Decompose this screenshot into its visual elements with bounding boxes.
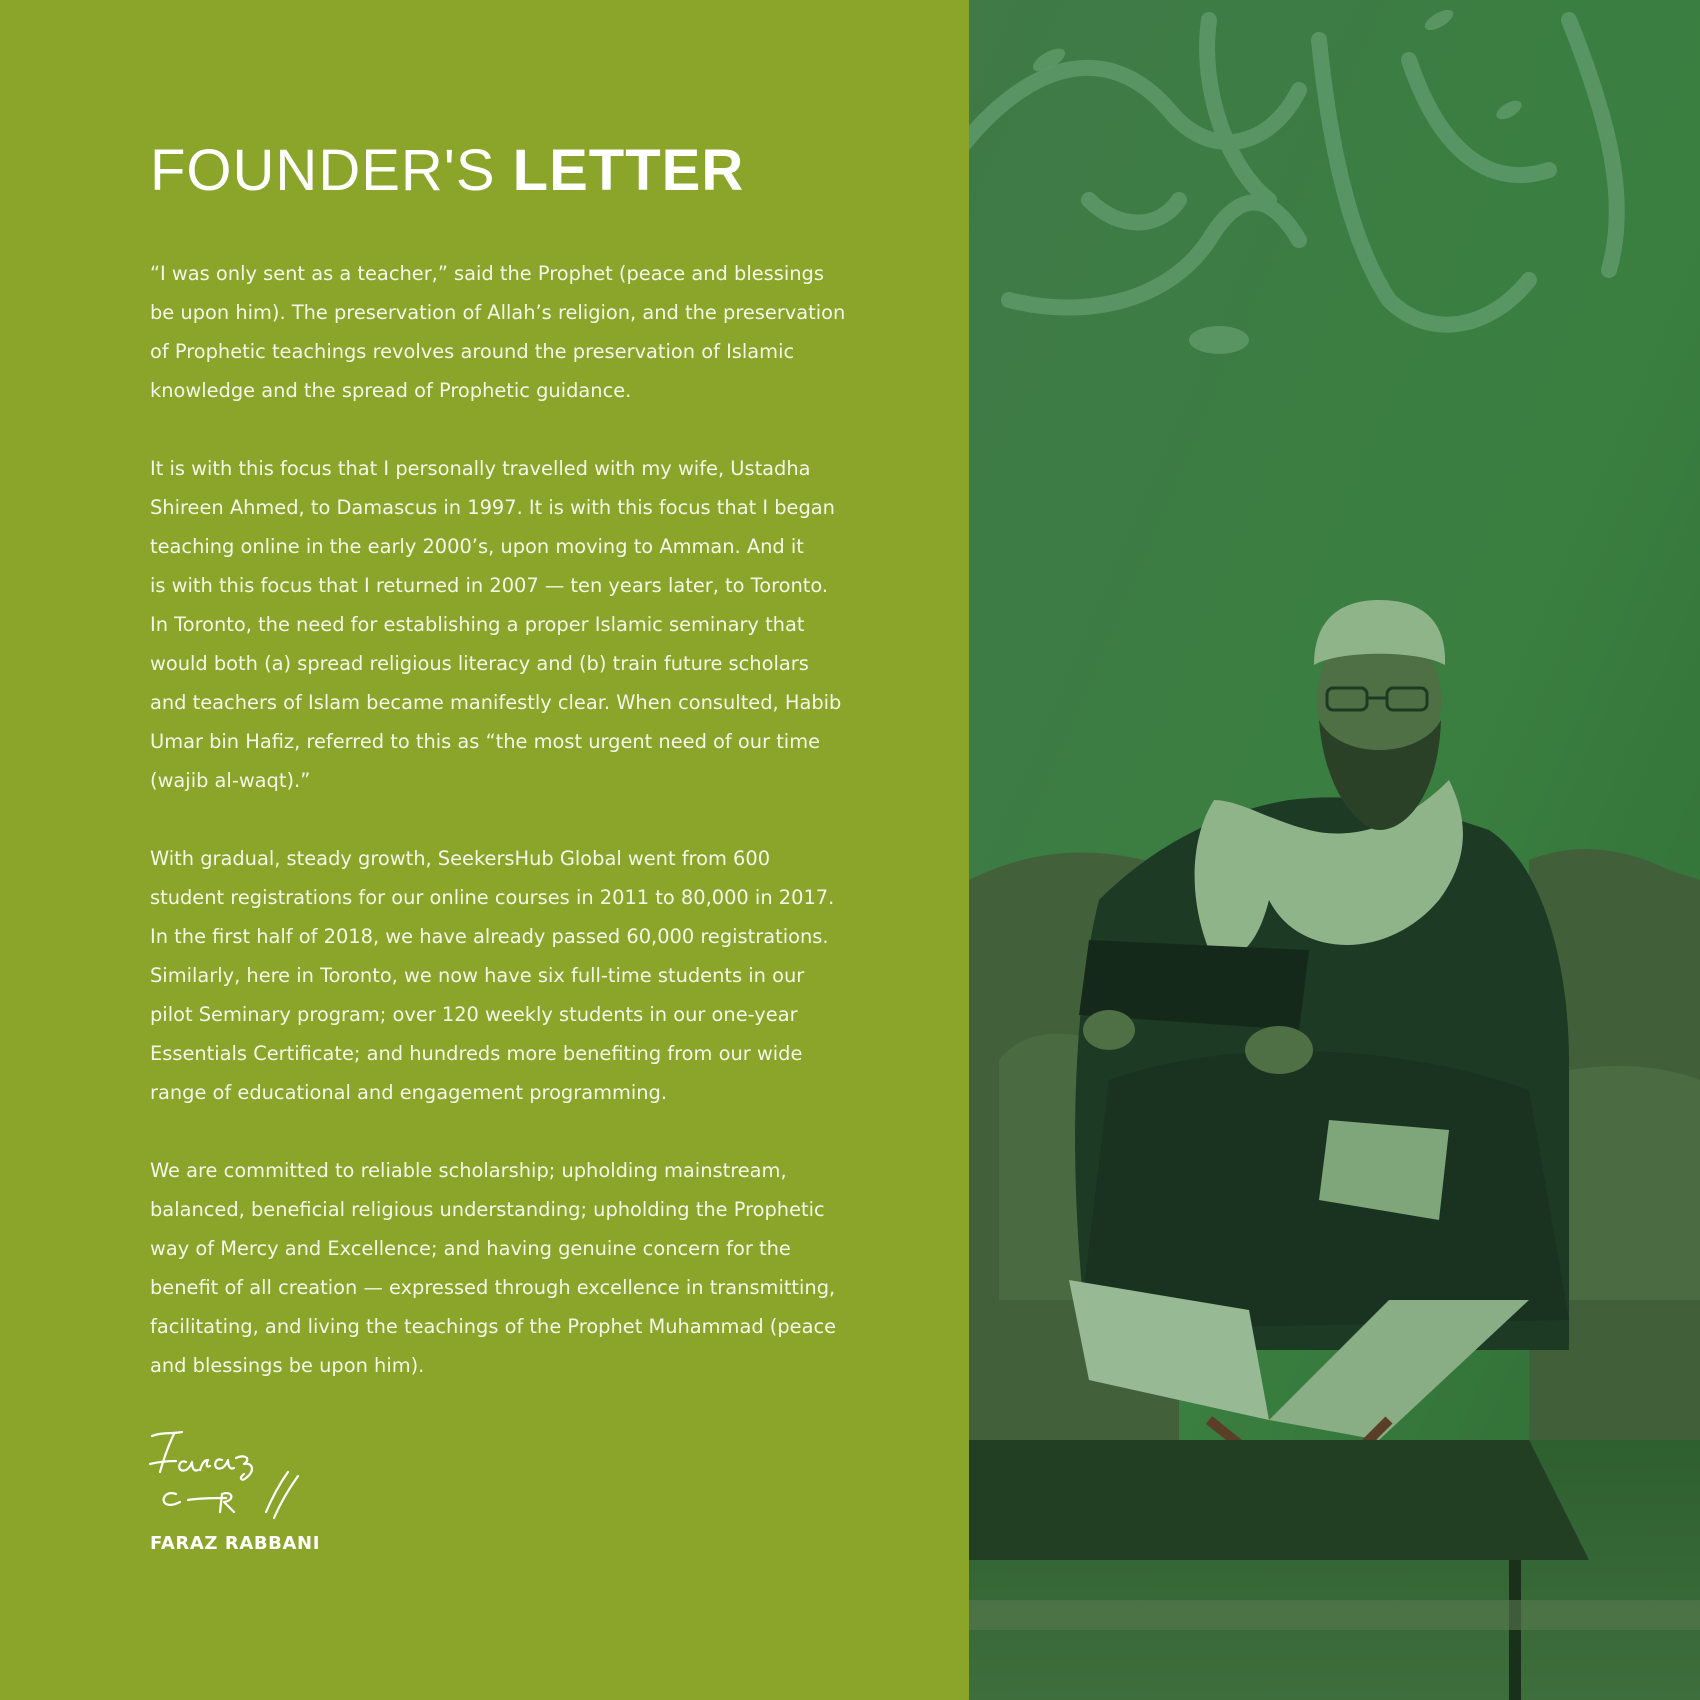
paragraph-4 [150, 1151, 850, 1385]
text-line: student registrations for our online courses in 2011 to 80,000 in 2017. [150, 886, 835, 909]
page-title [150, 138, 744, 204]
text-line: of Prophetic teachings revolves around the preservation of Islamic [150, 340, 795, 363]
text-line: range of educational and engagement programming. [150, 1081, 668, 1104]
paragraph-2 [150, 449, 850, 800]
text-line: In the first half of 2018, we have already passed 60,000 registrations. [150, 925, 829, 948]
text-line: balanced, beneficial religious understanding; upholding the Prophetic [150, 1198, 825, 1221]
text-line: be upon him). The preservation of Allah’s religion, and the preservation [150, 301, 846, 324]
text-line: In Toronto, the need for establishing a proper Islamic seminary that [150, 613, 805, 636]
text-line: teaching online in the early 2000’s, upon moving to Amman. And it [150, 535, 804, 558]
text-line: Shireen Ahmed, to Damascus in 1997. It is with this focus that I began [150, 496, 835, 519]
signer-name: FARAZ RABBANI [150, 1533, 320, 1554]
text-line: With gradual, steady growth, SeekersHub Global went from 600 [150, 847, 771, 870]
text-line: would both (a) spread religious literacy and (b) train future scholars [150, 652, 809, 675]
text-line: and blessings be upon him). [150, 1354, 425, 1377]
text-line: is with this focus that I returned in 2007 — ten years later, to Toronto. [150, 574, 829, 597]
text-line: pilot Seminary program; over 120 weekly students in our one-year [150, 1003, 798, 1026]
title-light: FOUNDER'S [150, 138, 496, 203]
text-line: way of Mercy and Excellence; and having genuine concern for the [150, 1237, 791, 1260]
text-line: facilitating, and living the teachings of the Prophet Muhammad (peace [150, 1315, 837, 1338]
text-line: (wajib al-waqt).” [150, 769, 311, 792]
paragraph-3 [150, 839, 850, 1112]
text-line: It is with this focus that I personally travelled with my wife, Ustadha [150, 457, 811, 480]
text-line: benefit of all creation — expressed through excellence in transmitting, [150, 1276, 836, 1299]
text-line: knowledge and the spread of Prophetic guidance. [150, 379, 632, 402]
text-line: Essentials Certificate; and hundreds more benefiting from our wide [150, 1042, 803, 1065]
text-line: and teachers of Islam became manifestly clear. When consulted, Habib [150, 691, 842, 714]
founder-photo [969, 0, 1700, 1700]
letter-body [150, 254, 850, 1424]
text-line: “I was only sent as a teacher,” said the Prophet (peace and blessings [150, 262, 824, 285]
text-line: Similarly, here in Toronto, we now have six full-time students in our [150, 964, 805, 987]
text-line: We are committed to reliable scholarship; upholding mainstream, [150, 1159, 787, 1182]
title-bold: LETTER [512, 138, 745, 203]
paragraph-1 [150, 254, 850, 410]
text-line: Umar bin Hafiz, referred to this as “the most urgent need of our time [150, 730, 821, 753]
signature [148, 1428, 300, 1524]
